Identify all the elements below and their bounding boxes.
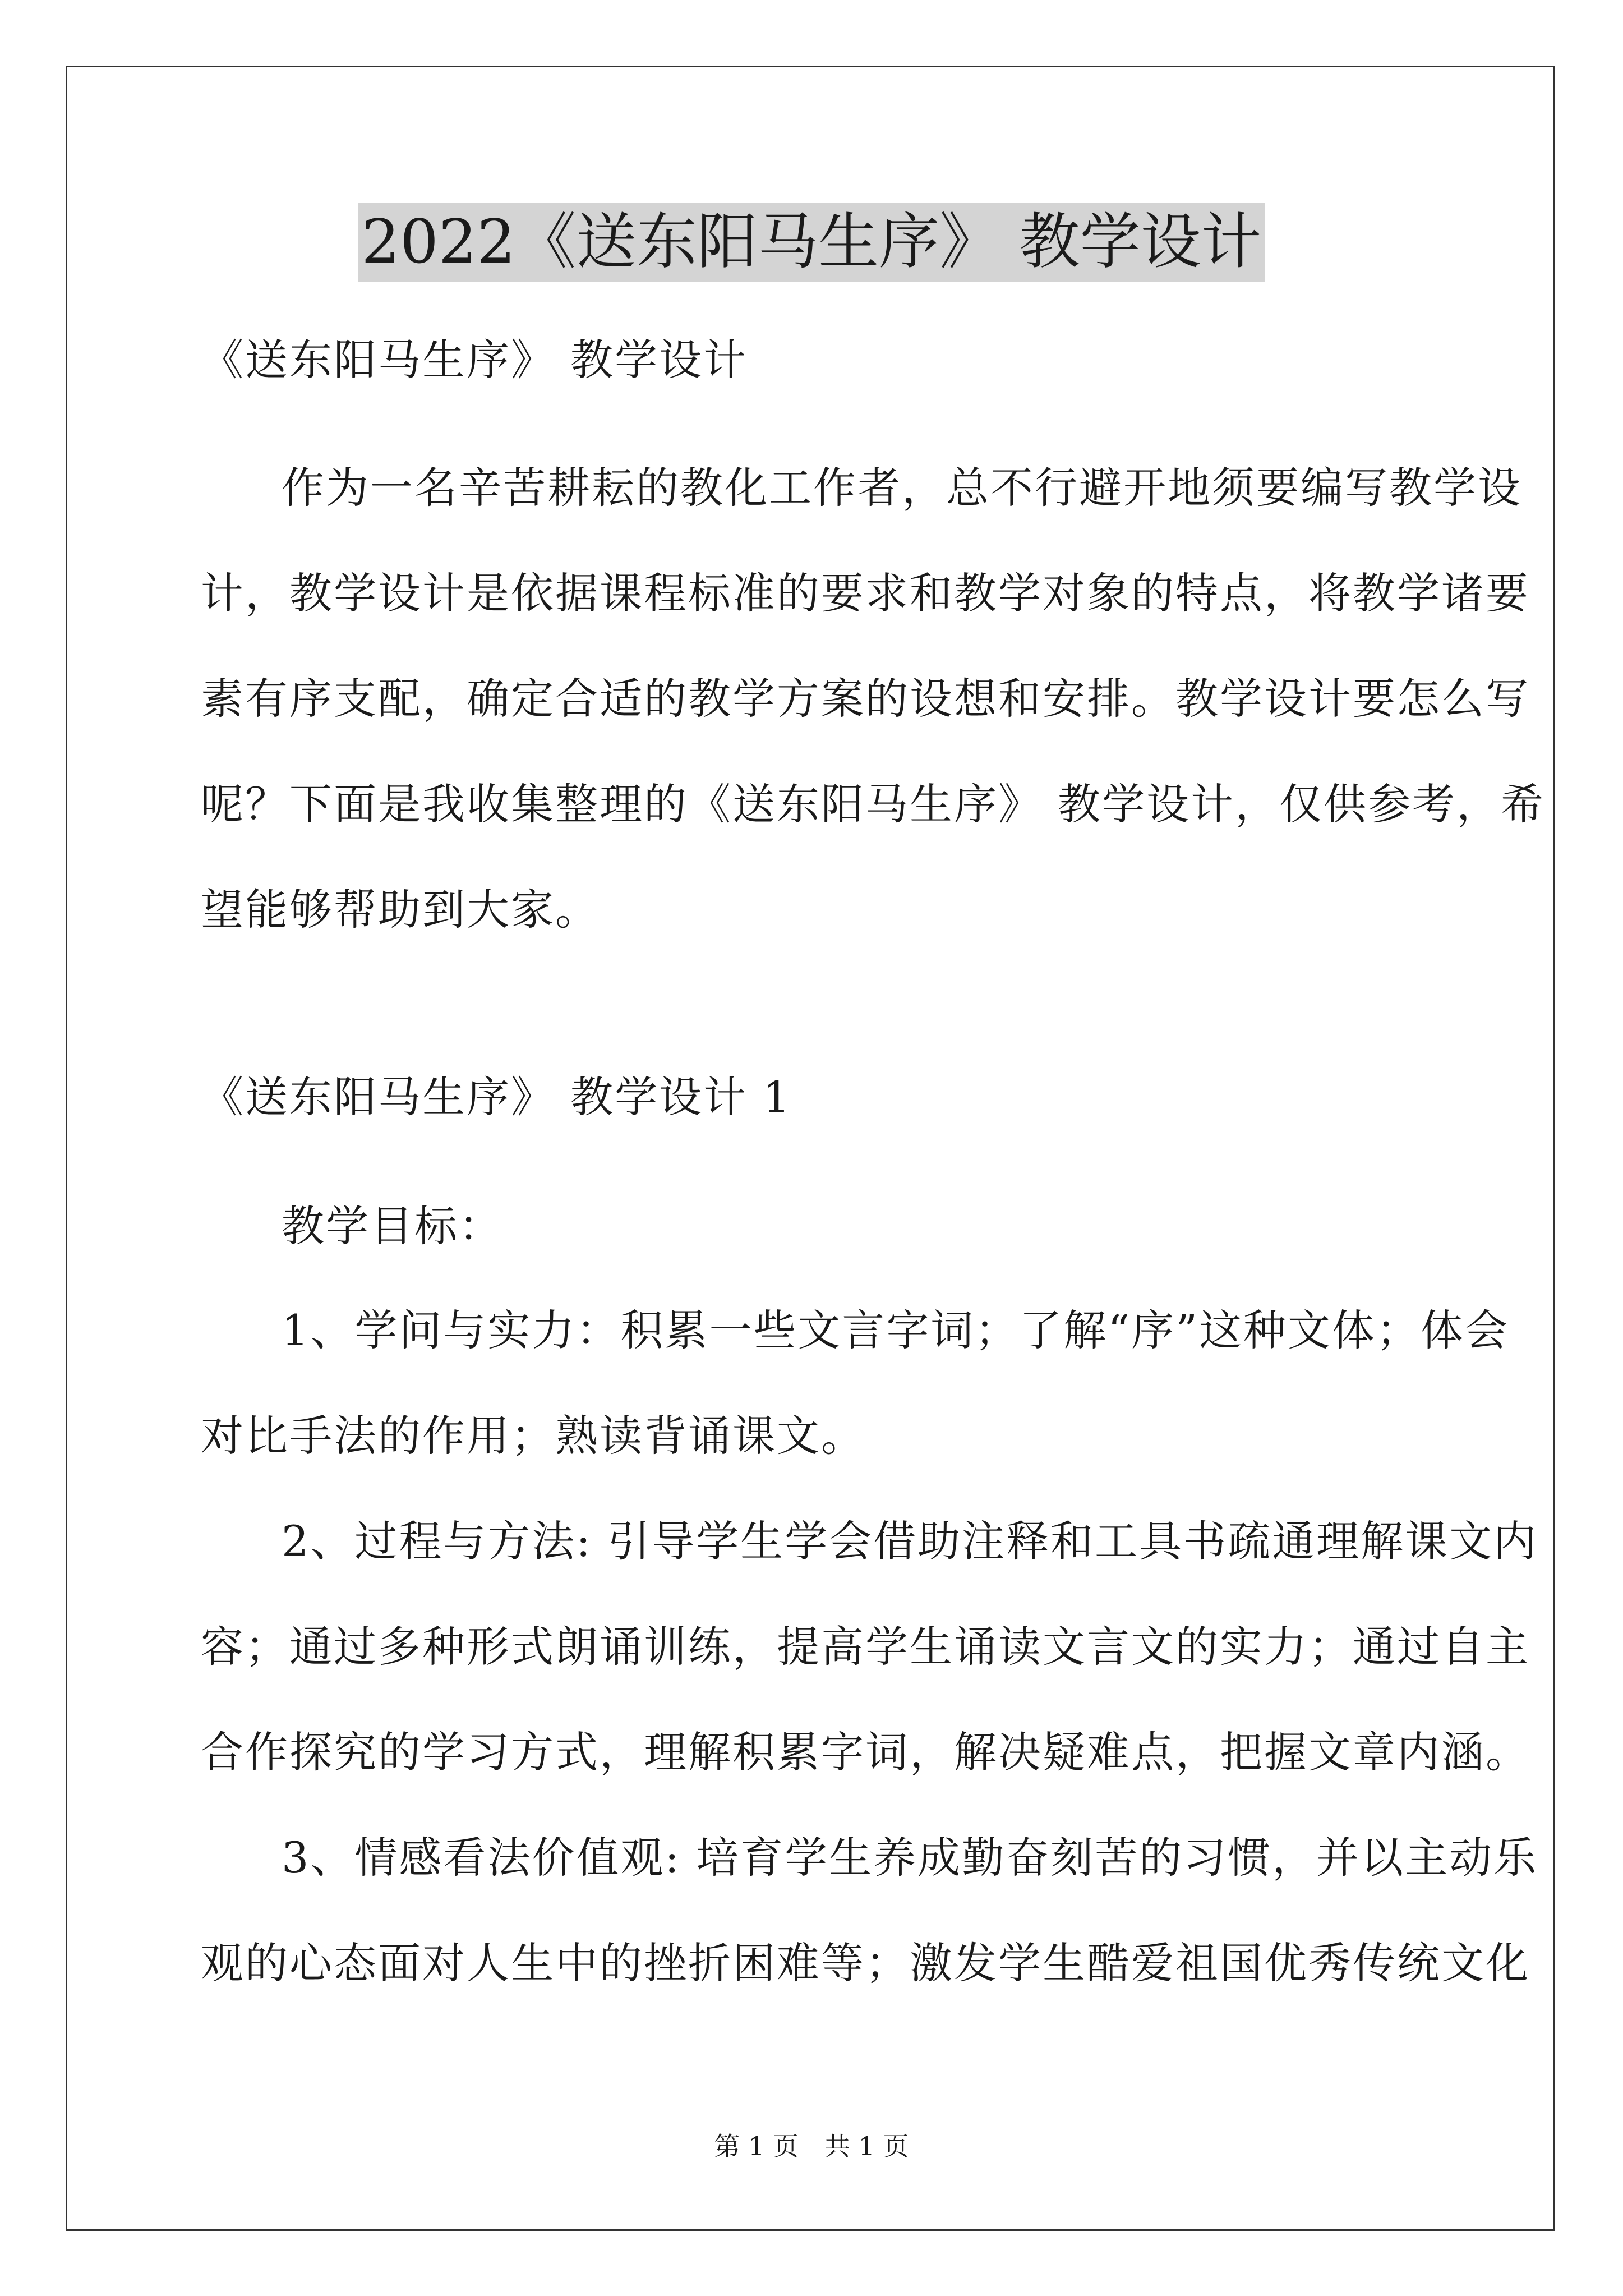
- paragraph-line: 教学目标：: [282, 1201, 503, 1251]
- paragraph-line: 1、学问与实力：积累一些文言字词；了解“序”这种文体；体会: [282, 1305, 1510, 1355]
- page-footer: 第 1 页 共 1 页: [714, 2131, 909, 2161]
- document-title-text: 2022《送东阳马生序》 教学设计: [358, 203, 1265, 282]
- subtitle-line: 《送东阳马生序》 教学设计: [201, 335, 748, 385]
- paragraph-line: 观的心态面对人生中的挫折困难等；激发学生酷爱祖国优秀传统文化: [201, 1938, 1530, 1988]
- section-heading: 《送东阳马生序》 教学设计 1: [201, 1072, 792, 1122]
- paragraph-line: 2、过程与方法: 引导学生学会借助注释和工具书疏通理解课文内: [282, 1516, 1538, 1566]
- page-border: [66, 66, 1555, 2231]
- paragraph-line: 容；通过多种形式朗诵训练，提高学生诵读文言文的实力；通过自主: [201, 1622, 1530, 1672]
- paragraph-line: 3、情感看法价值观: 培育学生养成勤奋刻苦的习惯，并以主动乐: [282, 1833, 1538, 1883]
- paragraph-line: 计，教学设计是依据课程标准的要求和教学对象的特点，将教学诸要: [201, 568, 1530, 618]
- paragraph-line: 呢？下面是我收集整理的《送东阳马生序》 教学设计，仅供参考，希: [201, 779, 1546, 829]
- paragraph-line: 望能够帮助到大家。: [201, 885, 600, 935]
- paragraph-line: 作为一名辛苦耕耘的教化工作者，总不行避开地须要编写教学设: [282, 463, 1522, 513]
- paragraph-line: 合作探究的学习方式，理解积累字词，解决疑难点，把握文章内涵。: [201, 1727, 1530, 1777]
- paragraph-line: 对比手法的作用；熟读背诵课文。: [201, 1411, 865, 1461]
- paragraph-line: 素有序支配，确定合适的教学方案的设想和安排。教学设计要怎么写: [201, 674, 1530, 724]
- document-title: [0, 203, 1623, 282]
